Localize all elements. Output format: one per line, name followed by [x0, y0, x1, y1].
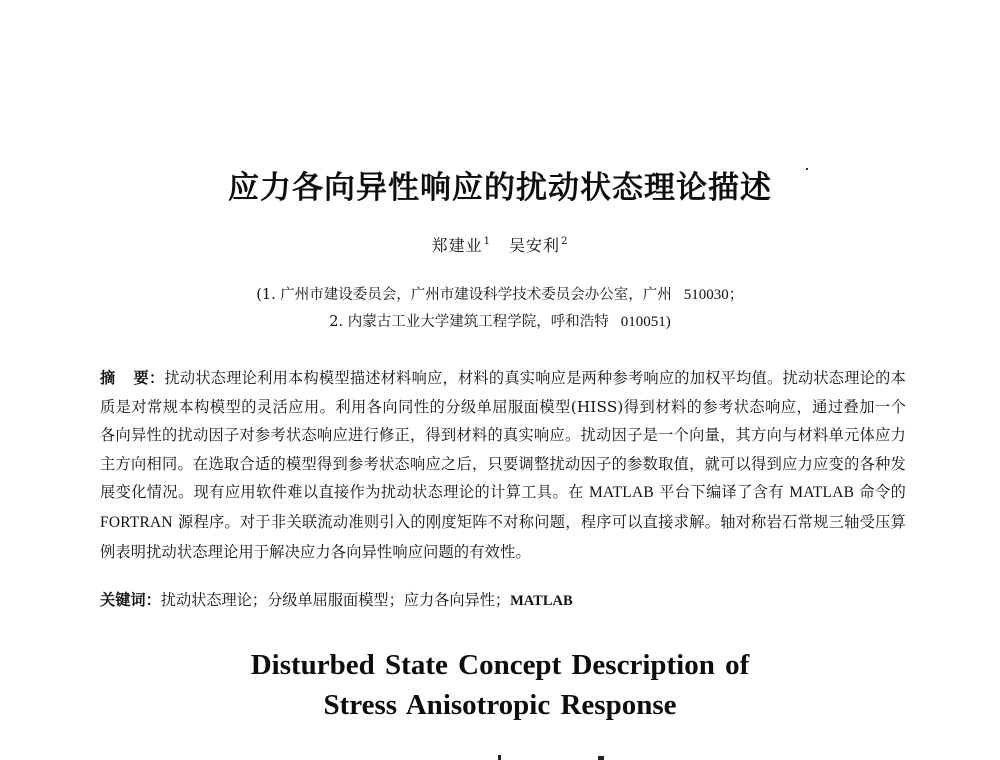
keywords-en: MATLAB	[510, 593, 573, 609]
chinese-title: 应力各向异性响应的扰动状态理论描述	[228, 170, 772, 206]
affiliation-1-prefix: (1.	[256, 287, 281, 303]
affiliation-1	[0, 283, 1000, 304]
title-footnote-mark	[806, 168, 808, 170]
author-1-name: 郑建业	[431, 236, 483, 255]
abstract-label-part2: 要：	[133, 369, 165, 387]
keywords	[100, 589, 906, 610]
author-1-affil-mark: 1	[483, 236, 491, 247]
abstract-matlab-2: MATLAB	[789, 484, 855, 502]
affiliation-2-zip: 010051)	[620, 314, 671, 330]
abstract-text-2: 平台下编译了含有	[653, 483, 790, 502]
affiliation-2-text: 内蒙古工业大学建筑工程学院，呼和浩特	[347, 314, 609, 330]
abstract-matlab-1: MATLAB	[588, 484, 654, 502]
english-title	[0, 645, 1000, 725]
abstract-text-4: 源程序。对于非关联流动准则引入的刚度矩阵不对称问题，程序可以直接求解。轴对称岩石常规三轴受压算例表明扰动状态理论用于解决应力各向异性响应问题的有效性。	[100, 512, 906, 561]
cropped-text-fragment	[598, 756, 604, 760]
cropped-text-fragment	[498, 755, 501, 760]
author-2-affil-mark: 2	[561, 236, 569, 247]
affiliation-2-prefix: 2.	[329, 314, 348, 330]
author-1	[432, 236, 491, 255]
author-2-name: 吴安利	[509, 236, 561, 255]
abstract-text-3: 命令的	[854, 483, 906, 502]
abstract	[100, 364, 906, 566]
abstract-label	[100, 369, 164, 387]
abstract-text-1: 扰动状态理论利用本构模型描述材料响应，材料的真实响应是两种参考响应的加权平均值。扰动状态理论的本质是对常规本构模型的灵活应用。利用各向同性的分级单屈服面模型(HISS)得到材料的参考状态响应，通过叠加一个各向异性的扰动因子对参考状态响应进行修正，得到材料的真实响应。扰动因子是一个向量，其方向与材料单元体应力主方向相同。在选取合适的模型得到参考状态响应之后，只要调整扰动因子的参数取值，就可以得到应力应变的各种发展变化情况。现有应用软件难以直接作为扰动状态理论的计算工具。在	[100, 369, 906, 502]
english-title-line-1: Disturbed State Concept Description of	[250, 649, 750, 681]
english-title-line-2: Stress Anisotropic Response	[323, 689, 677, 721]
author-line	[0, 233, 1000, 256]
affiliation-1-zip: 510030；	[683, 287, 744, 303]
author-2	[509, 236, 568, 255]
affiliation-2	[0, 310, 1000, 331]
keywords-label: 关键词：	[100, 591, 161, 609]
abstract-label-part1: 摘	[100, 369, 116, 387]
affiliation-1-text: 广州市建设委员会，广州市建设科学技术委员会办公室，广州	[280, 287, 672, 303]
keywords-cn: 扰动状态理论；分级单屈服面模型；应力各向异性；	[160, 591, 511, 609]
abstract-fortran: FORTRAN	[100, 513, 173, 531]
